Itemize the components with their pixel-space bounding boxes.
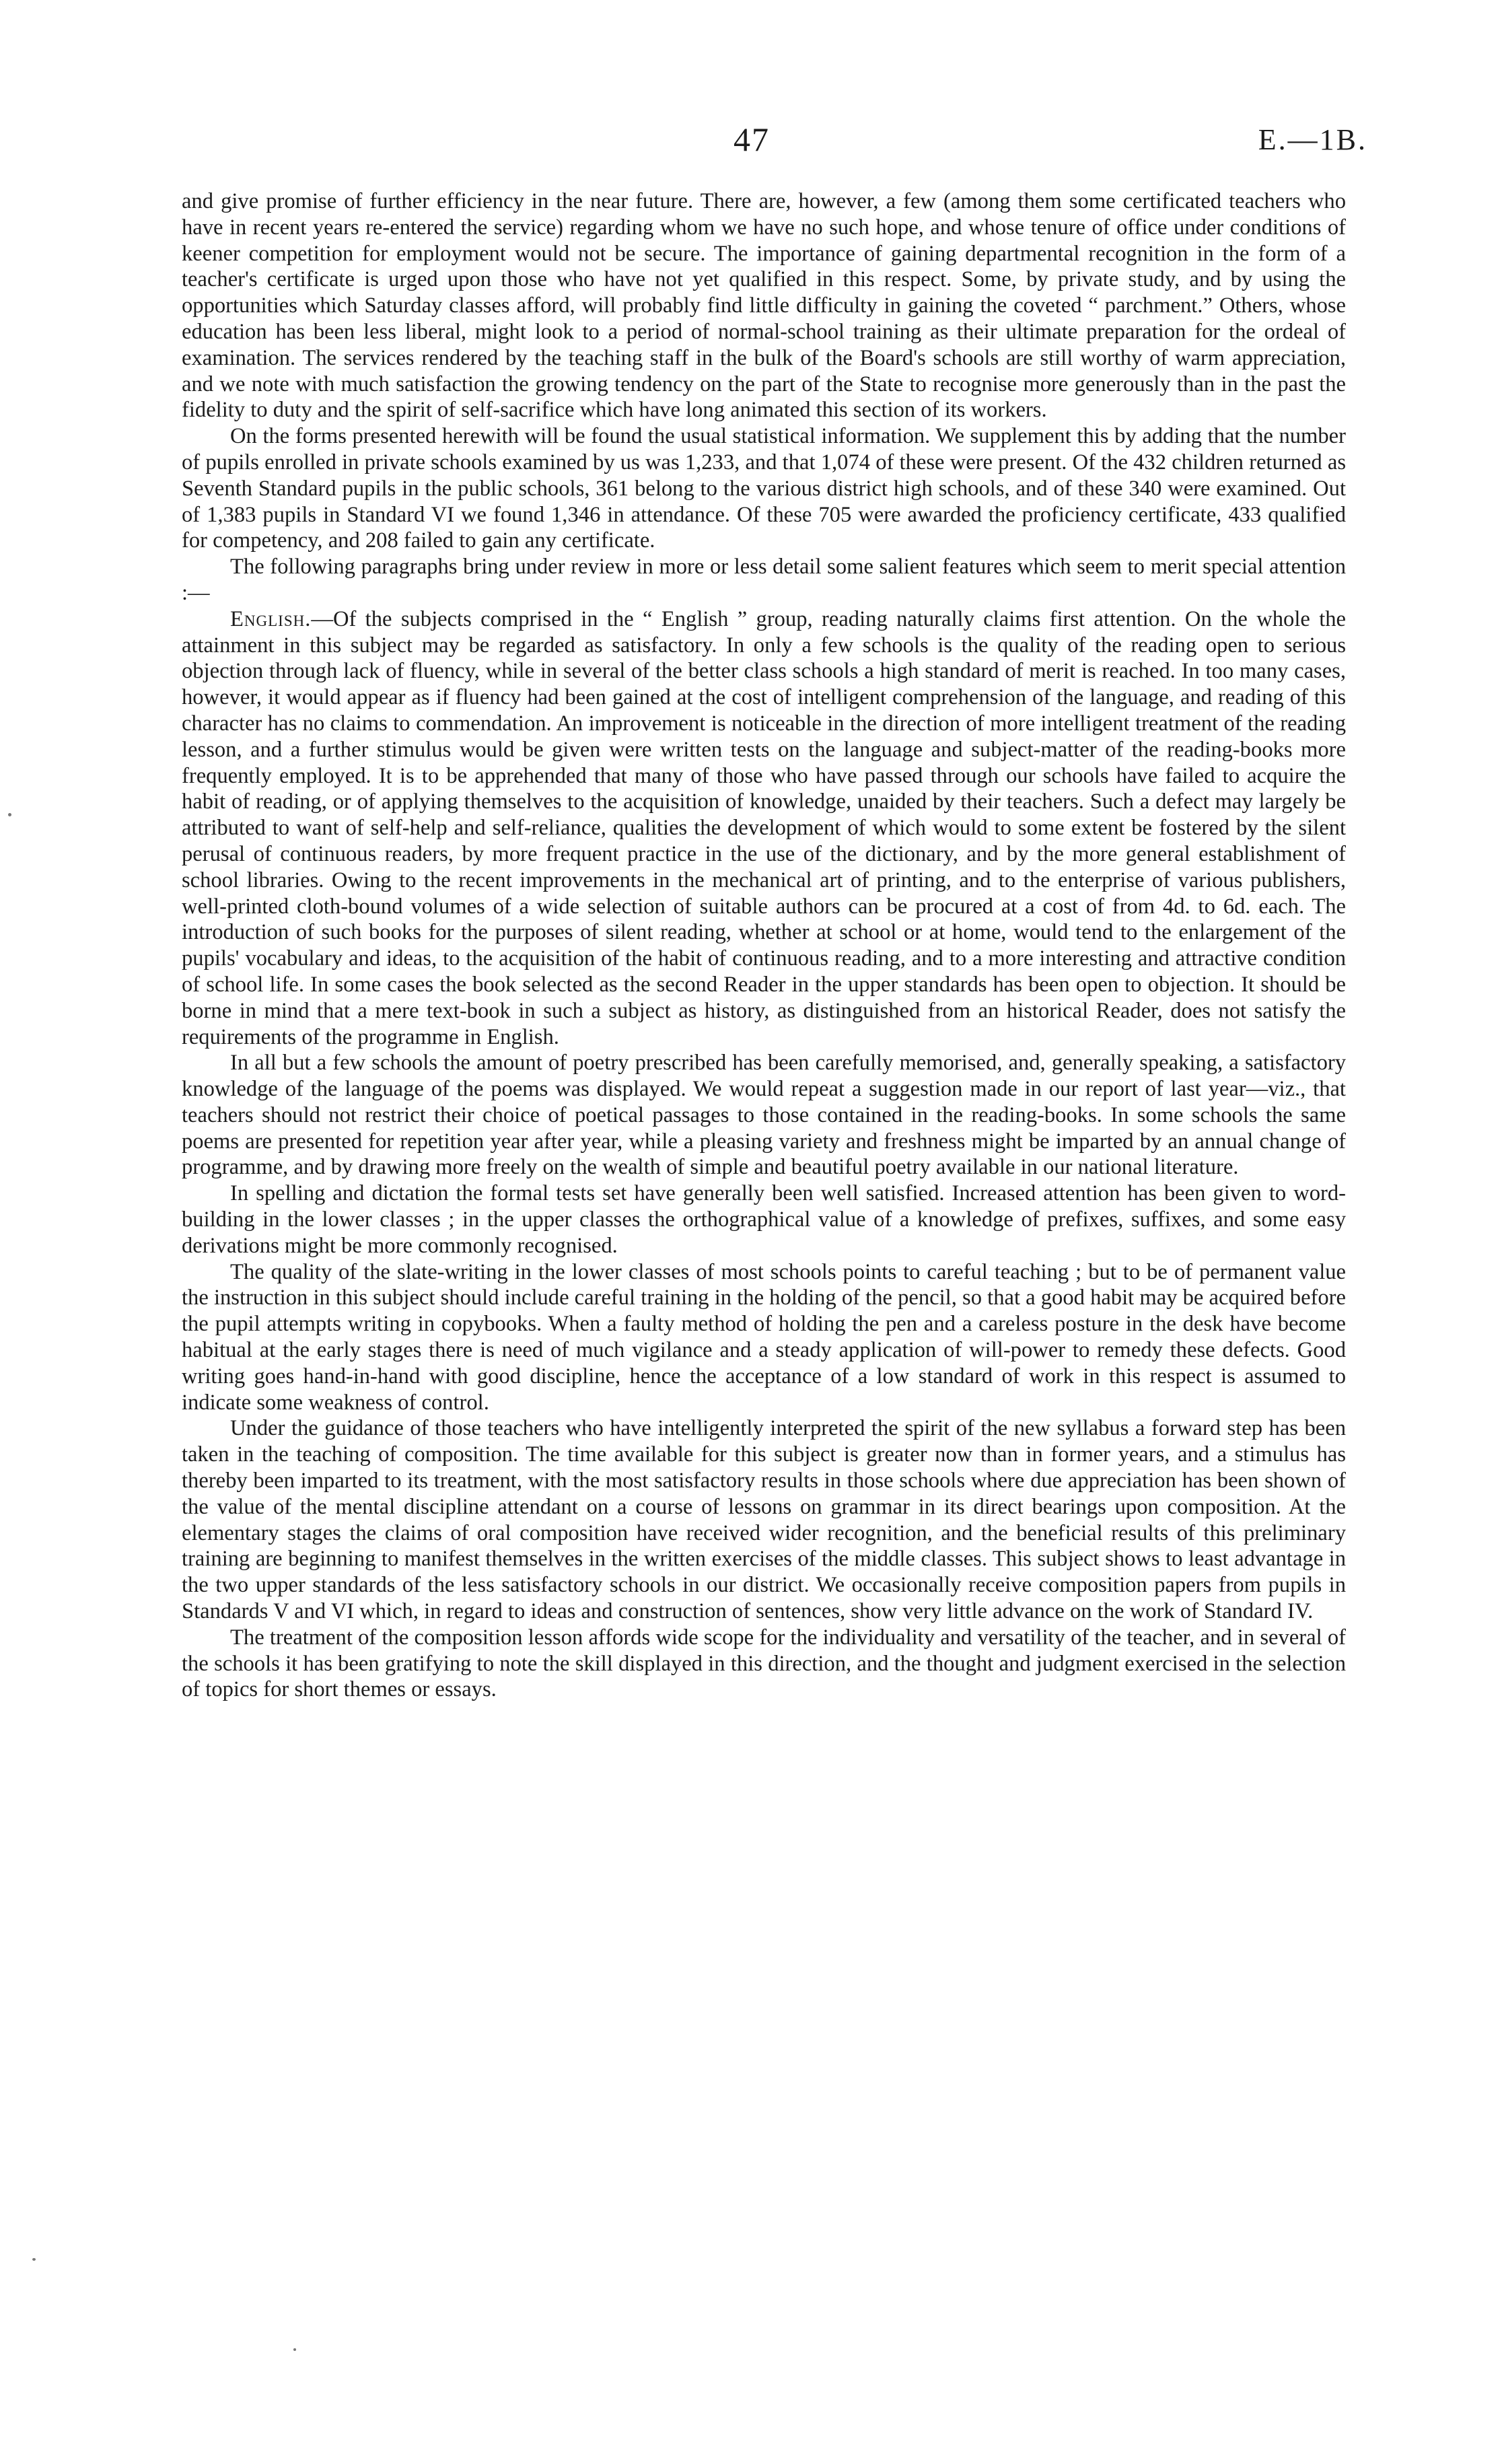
section-lead-english: English.: [230, 606, 312, 631]
page-number: 47: [734, 120, 770, 158]
paragraph-english-reading: [182, 606, 1346, 1051]
paragraph-writing: The quality of the slate-writing in the lower classes of most schools points to careful teaching ; but to be of permanent value the instruction in this subject should include careful training in the holding of the pencil, so that a good habit may be acquired before the pupil attempts writing in copybooks. When a faulty method of holding the pen and a careless posture in the desk have become habitual at the early stages there is need of much vigilance and a steady application of will-power to remedy these defects. Good writing goes hand-in-hand with good discipline, hence the acceptance of a low standard of work in this respect is assumed to indicate some weakness of control.: [182, 1259, 1346, 1415]
paragraph-composition: Under the guidance of those teachers who have intelligently interpreted the spirit of the new syllabus a forward step has been taken in the teaching of composition. The time available for this subject is greater now than in former years, and a stimulus has thereby been imparted to its treatment, with the most satisfactory results in those schools where due appreciation has been shown of the value of the mental discipline attendant on a course of lessons on grammar in its direct bearings upon composition. At the elementary stages the claims of oral composition have received wider recognition, and the beneficial results of this preliminary training are beginning to manifest themselves in the written exercises of the middle classes. This subject shows to least advantage in the two upper standards of the less satisfactory schools in our district. We occasionally receive composition papers from pupils in Standards V and VI which, in regard to ideas and construction of sentences, show very little advance on the work of Standard IV.: [182, 1416, 1346, 1624]
paragraph-introduction: The following paragraphs bring under review in more or less detail some salient features which seem to merit special attention :—: [182, 555, 1346, 605]
paragraph-poetry: In all but a few schools the amount of poetry prescribed has been carefully memorised, and, generally speaking, a satisfactory knowledge of the language of the poems was displayed. We would repeat a suggestion made in our report of last year—viz., that teachers should not restrict their choice of poetical passages to those contained in the reading-books. In some schools the same poems are presented for repetition year after year, while a pleasing variety and freshness might be imparted by an annual change of programme, and by drawing more freely on the wealth of simple and beautiful poetry available in our national literature.: [182, 1051, 1346, 1180]
report-body: [182, 188, 1346, 1703]
scan-speck: [8, 813, 11, 816]
paragraph-spelling: In spelling and dictation the formal tests set have generally been well satisfied. Increased attention has been given to word-building in the lower classes ; in the upper classes the orthographical value of a knowledge of prefixes, suffixes, and some easy derivations might be more commonly recognised.: [182, 1181, 1346, 1258]
page-header: [0, 120, 1502, 160]
paragraph-staff-certification: and give promise of further efficiency in the near future. There are, however, a few (among them some certificated teachers who have in recent years re-entered the service) regarding whom we have no such hope, and whose tenure of office under conditions of keener competition for employment would not be secure. The importance of gaining departmental recognition in the form of a teacher's certificate is urged upon those who have not yet qualified in this respect. Some, by private study, and by using the opportunities which Saturday classes afford, will probably find little difficulty in gaining the coveted “ parchment.” Others, whose education has been less liberal, might look to a period of normal-school training as their ultimate preparation for the ordeal of examination. The services rendered by the teaching staff in the bulk of the Board's schools are still worthy of warm appreciation, and we note with much satisfaction the growing tendency on the part of the State to recognise more generously than in the past the fidelity to duty and the spirit of self-sacrifice which have long animated this section of its workers.: [182, 189, 1346, 423]
series-reference: E.—1B.: [1258, 123, 1367, 156]
scan-speck: [293, 2348, 296, 2351]
paragraph-composition-lesson: The treatment of the composition lesson affords wide scope for the individuality and versatility of the teacher, and in several of the schools it has been gratifying to note the skill displayed in this direction, and the thought and judgment exercised in the selection of topics for short themes or essays.: [182, 1625, 1346, 1702]
scan-speck: [32, 2258, 36, 2261]
paragraph-statistics: On the forms presented herewith will be found the usual statistical information. We supplement this by adding that the number of pupils enrolled in private schools examined by us was 1,233, and that 1,074 of these were present. Of the 432 children returned as Seventh Standard pupils in the public schools, 361 belong to the various district high schools, and of these 340 were examined. Out of 1,383 pupils in Standard VI we found 1,346 in attendance. Of these 705 were awarded the proficiency certificate, 433 qualified for competency, and 208 failed to gain any certificate.: [182, 424, 1346, 553]
paragraph-english-reading-text: —Of the subjects comprised in the “ English ” group, reading naturally claims first attention. On the whole the attainment in this subject may be regarded as satisfactory. In only a few schools is the quality of the reading open to serious objection through lack of fluency, while in several of the better class schools a high standard of merit is reached. In too many cases, however, it would appear as if fluency had been gained at the cost of intelligent comprehension of the language, and reading of this character has no claims to commendation. An improvement is noticeable in the direction of more intelligent treatment of the reading lesson, and a further stimulus would be given were written tests on the language and subject-matter of the reading-books more frequently employed. It is to be apprehended that many of those who have passed through our schools have failed to acquire the habit of reading, or of applying themselves to the acquisition of knowledge, unaided by their teachers. Such a defect may largely be attributed to want of self-help and self-reliance, qualities the development of which would to some extent be fostered by the silent perusal of continuous readers, by more frequent practice in the use of the dictionary, and by the more general establishment of school libraries. Owing to the recent improvements in the mechanical art of printing, and to the enterprise of various publishers, well-printed cloth-bound volumes of a wide selection of suitable authors can be procured at a cost of from 4d. to 6d. each. The introduction of such books for the purposes of silent reading, whether at school or at home, would tend to the enlargement of the pupils' vocabulary and ideas, to the acquisition of the habit of continuous reading, and to a more interesting and attractive condition of school life. In some cases the book selected as the second Reader in the upper standards has been open to objection. It should be borne in mind that a mere text-book in such a subject as history, as distinguished from an historical Reader, does not satisfy the requirements of the programme in English.: [182, 606, 1346, 1049]
